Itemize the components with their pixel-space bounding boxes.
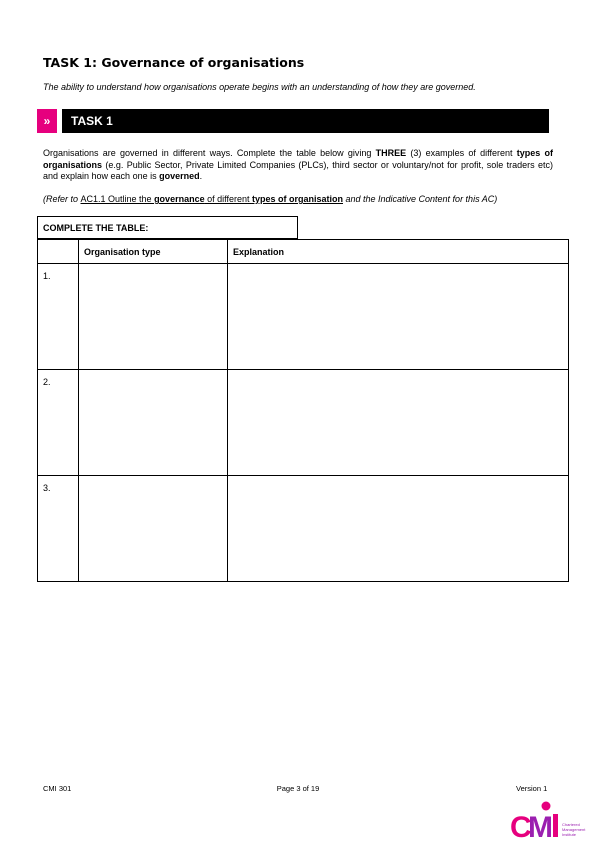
task-emphasis: types of organisations	[43, 148, 553, 170]
organisation-type-cell[interactable]	[79, 370, 228, 476]
footer-page-number: Page 3 of 19	[276, 784, 320, 793]
task-emphasis: THREE	[375, 148, 407, 158]
explanation-cell[interactable]	[228, 476, 569, 582]
task-text: (e.g. Public Sector, Private Limited Companies (PLCs), third sector or voluntary/not for profit, sole traders etc) and explain how each one is	[43, 159, 553, 181]
banner-marker-icon: »	[37, 109, 57, 133]
svg-text:M: M	[528, 811, 553, 840]
task-banner-title: TASK 1	[71, 114, 113, 128]
task-text: Organisations are governed in different ways. Complete the table below giving	[43, 148, 376, 158]
reference-criterion: AC1.1 Outline the	[80, 194, 155, 204]
footer-unit-code: CMI 301	[43, 784, 72, 793]
answer-table	[37, 239, 569, 582]
task-text: (3) examples of different	[406, 148, 517, 158]
svg-text:Management: Management	[562, 827, 586, 832]
task-text: .	[199, 171, 203, 181]
svg-text:Chartered: Chartered	[562, 822, 580, 827]
reference-note	[43, 194, 558, 204]
intro-text: The ability to understand how organisations operate begins with an understanding of how they are governed.	[43, 82, 476, 92]
page-title: TASK 1: Governance of organisations	[43, 55, 305, 70]
row-number: 2.	[38, 370, 79, 476]
task-emphasis: governed	[159, 171, 200, 181]
svg-text:Institute: Institute	[562, 832, 577, 837]
reference-criterion: of different	[204, 194, 252, 204]
explanation-cell[interactable]	[228, 370, 569, 476]
reference-criterion-bold: types of organisation	[251, 194, 343, 204]
table-row	[38, 476, 569, 582]
table-caption: COMPLETE THE TABLE:	[37, 216, 298, 239]
table-row	[38, 370, 569, 476]
svg-text:C: C	[510, 811, 532, 840]
footer-version: Version 1	[516, 784, 548, 793]
table-row	[38, 264, 569, 370]
cmi-logo-icon	[508, 800, 588, 840]
column-header-organisation-type: Organisation type	[79, 240, 228, 264]
table-header-row	[38, 240, 569, 264]
row-number: 1.	[38, 264, 79, 370]
column-header-explanation: Explanation	[228, 240, 569, 264]
task-instructions	[43, 148, 553, 183]
organisation-type-cell[interactable]	[79, 476, 228, 582]
row-number: 3.	[38, 476, 79, 582]
organisation-type-cell[interactable]	[79, 264, 228, 370]
explanation-cell[interactable]	[228, 264, 569, 370]
task-banner	[62, 109, 549, 133]
reference-text: and the Indicative Content for this AC)	[342, 194, 498, 204]
reference-text: (Refer to	[43, 194, 81, 204]
reference-criterion-bold: governance	[154, 194, 205, 204]
column-header-number	[38, 240, 79, 264]
